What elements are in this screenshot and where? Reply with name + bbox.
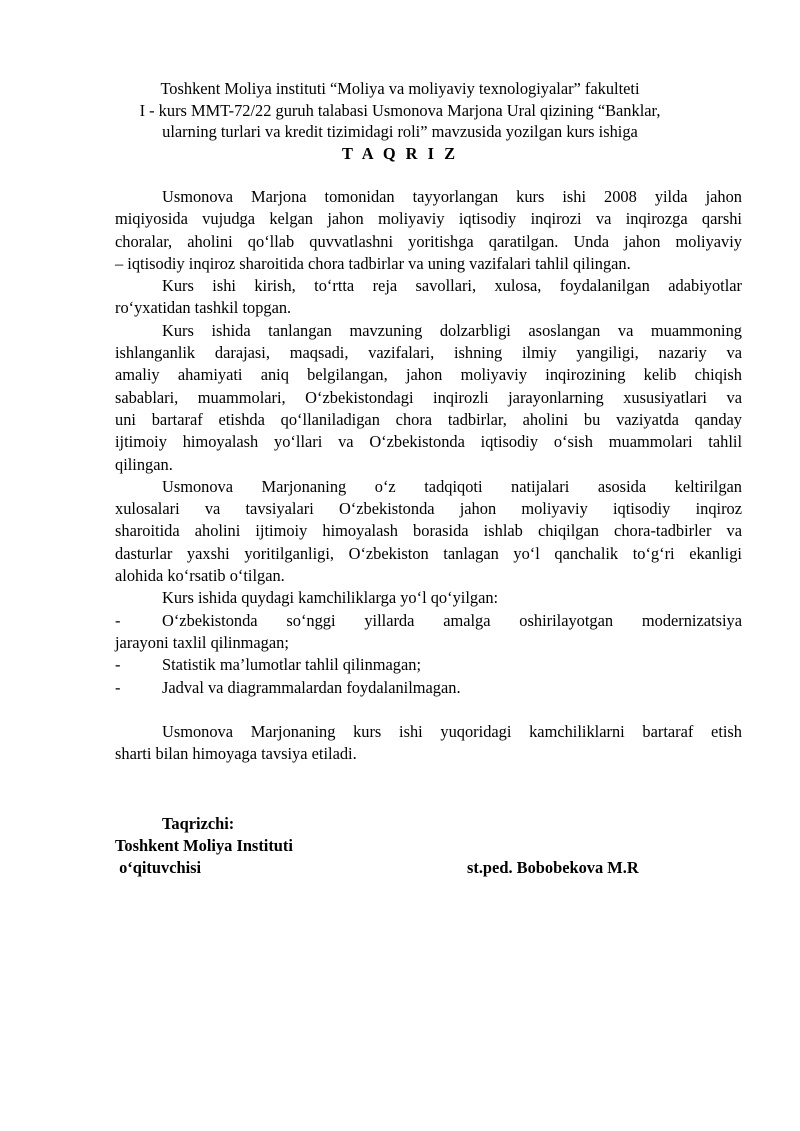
text-line: Kurs ishida tanlangan mavzuning dolzarbligi asoslangan va muammoning: [162, 320, 742, 340]
list-item-continuation: jarayoni taxlil qilinmagan;: [115, 632, 289, 652]
text-line: uni bartaraf etishda qo‘llaniladigan chora tadbirlar, aholini bu vaziyatda qanday: [115, 409, 742, 429]
text-line: Kurs ishida quydagi kamchiliklarga yo‘l qo‘yilgan:: [162, 588, 499, 608]
text-line: ijtimoiy himoyalash yo‘llari va O‘zbekistonda iqtisodiy o‘sish muammolari tahlil: [115, 432, 742, 452]
list-item-text: Statistik ma’lumotlar tahlil qilinmagan;: [162, 655, 422, 675]
paragraph-relevance: [115, 320, 742, 476]
heading-line: I - kurs MMT-72/22 guruh talabasi Usmonova Marjona Ural qizining “Banklar,: [139, 100, 661, 120]
heading-line: Toshkent Moliya instituti “Moliya va moliyaviy texnologiyalar” fakulteti: [160, 79, 640, 98]
dash-marker: -: [115, 677, 121, 697]
text-line: sharti bilan himoyaga tavsiya etiladi.: [115, 744, 357, 764]
text-line: qilingan.: [115, 454, 173, 474]
text-line: dasturlar yaxshi yoritilganligi, O‘zbekiston tanlagan yo‘l qanchalik to‘g‘ri ekanligi: [115, 543, 742, 563]
text-line: sabablari, muammolari, O‘zbekistondagi inqirozli jarayonlarning xususiyatlari va: [115, 387, 742, 407]
text-line: amaliy ahamiyati aniq belgilangan, jahon moliyaviy inqirozining kelib chiqish: [115, 365, 742, 385]
text-line: sharoitida aholini ijtimoiy himoyalash borasida ishlab chiqilgan chora-tadbirler va: [115, 521, 742, 541]
paragraph-recommendation: [115, 721, 742, 766]
text-line: Kurs ishi kirish, to‘rtta reja savollari, xulosa, foydalanilgan adabiyotlar: [162, 276, 742, 296]
reviewer-name: st.ped. Bobobekova M.R: [467, 858, 639, 877]
text-line: alohida ko‘rsatib o‘tilgan.: [115, 566, 285, 586]
reviewer-label: Taqrizchi:: [162, 814, 235, 833]
text-line: choralar, aholini qo‘llab quvvatlashni yoritishga qaratilgan. Unda jahon moliyaviy: [115, 231, 742, 251]
paragraph-conclusions: [115, 476, 742, 587]
document-title: T A Q R I Z: [341, 144, 459, 164]
dash-marker: -: [115, 610, 121, 630]
text-line: Usmonova Marjonaning o‘z tadqiqoti natijalari asosida keltirilgan: [162, 476, 742, 496]
list-item: [115, 677, 742, 699]
text-line: Usmonova Marjonaning kurs ishi yuqoridagi kamchiliklarni bartaraf etish: [162, 722, 742, 742]
list-item-text: [162, 610, 742, 632]
heading-line: ularning turlari va kredit tizimidagi roli” mavzusida yozilgan kurs ishiga: [162, 122, 638, 142]
document-heading: [100, 78, 700, 165]
list-item-text: Jadval va diagrammalardan foydalanilmagan.: [162, 677, 461, 697]
reviewer-organization: Toshkent Moliya Instituti: [115, 836, 293, 855]
paragraph-shortcomings: [115, 587, 742, 609]
paragraph-intro: [115, 186, 742, 275]
text-line: ishlanganlik darajasi, maqsadi, vazifalari, ishning ilmiy yangiligi, nazariy va: [115, 343, 742, 363]
dash-marker: -: [115, 655, 121, 675]
text-line: Usmonova Marjona tomonidan tayyorlangan kurs ishi 2008 yilda jahon: [162, 187, 742, 206]
paragraph-structure: [115, 275, 742, 320]
spacer: [115, 699, 742, 721]
text-line: O‘zbekistonda so‘nggi yillarda amalga oshirilayotgan modernizatsiya: [162, 610, 742, 630]
document-body: [115, 186, 742, 766]
text-line: – iqtisodiy inqiroz sharoitida chora tadbirlar va uning vazifalari tahlil qilingan.: [115, 253, 631, 273]
text-line: miqiyosida vujudga kelgan jahon moliyaviy iqtisodiy inqirozi va inqirozga qarshi: [115, 209, 742, 229]
text-line: ro‘yxatidan tashkil topgan.: [115, 298, 292, 318]
list-item: [115, 654, 742, 676]
reviewer-role: o‘qituvchisi: [115, 858, 202, 877]
list-item: [115, 610, 742, 632]
text-line: xulosalari va tavsiyalari O‘zbekistonda jahon moliyaviy iqtisodiy inqiroz: [115, 499, 742, 519]
